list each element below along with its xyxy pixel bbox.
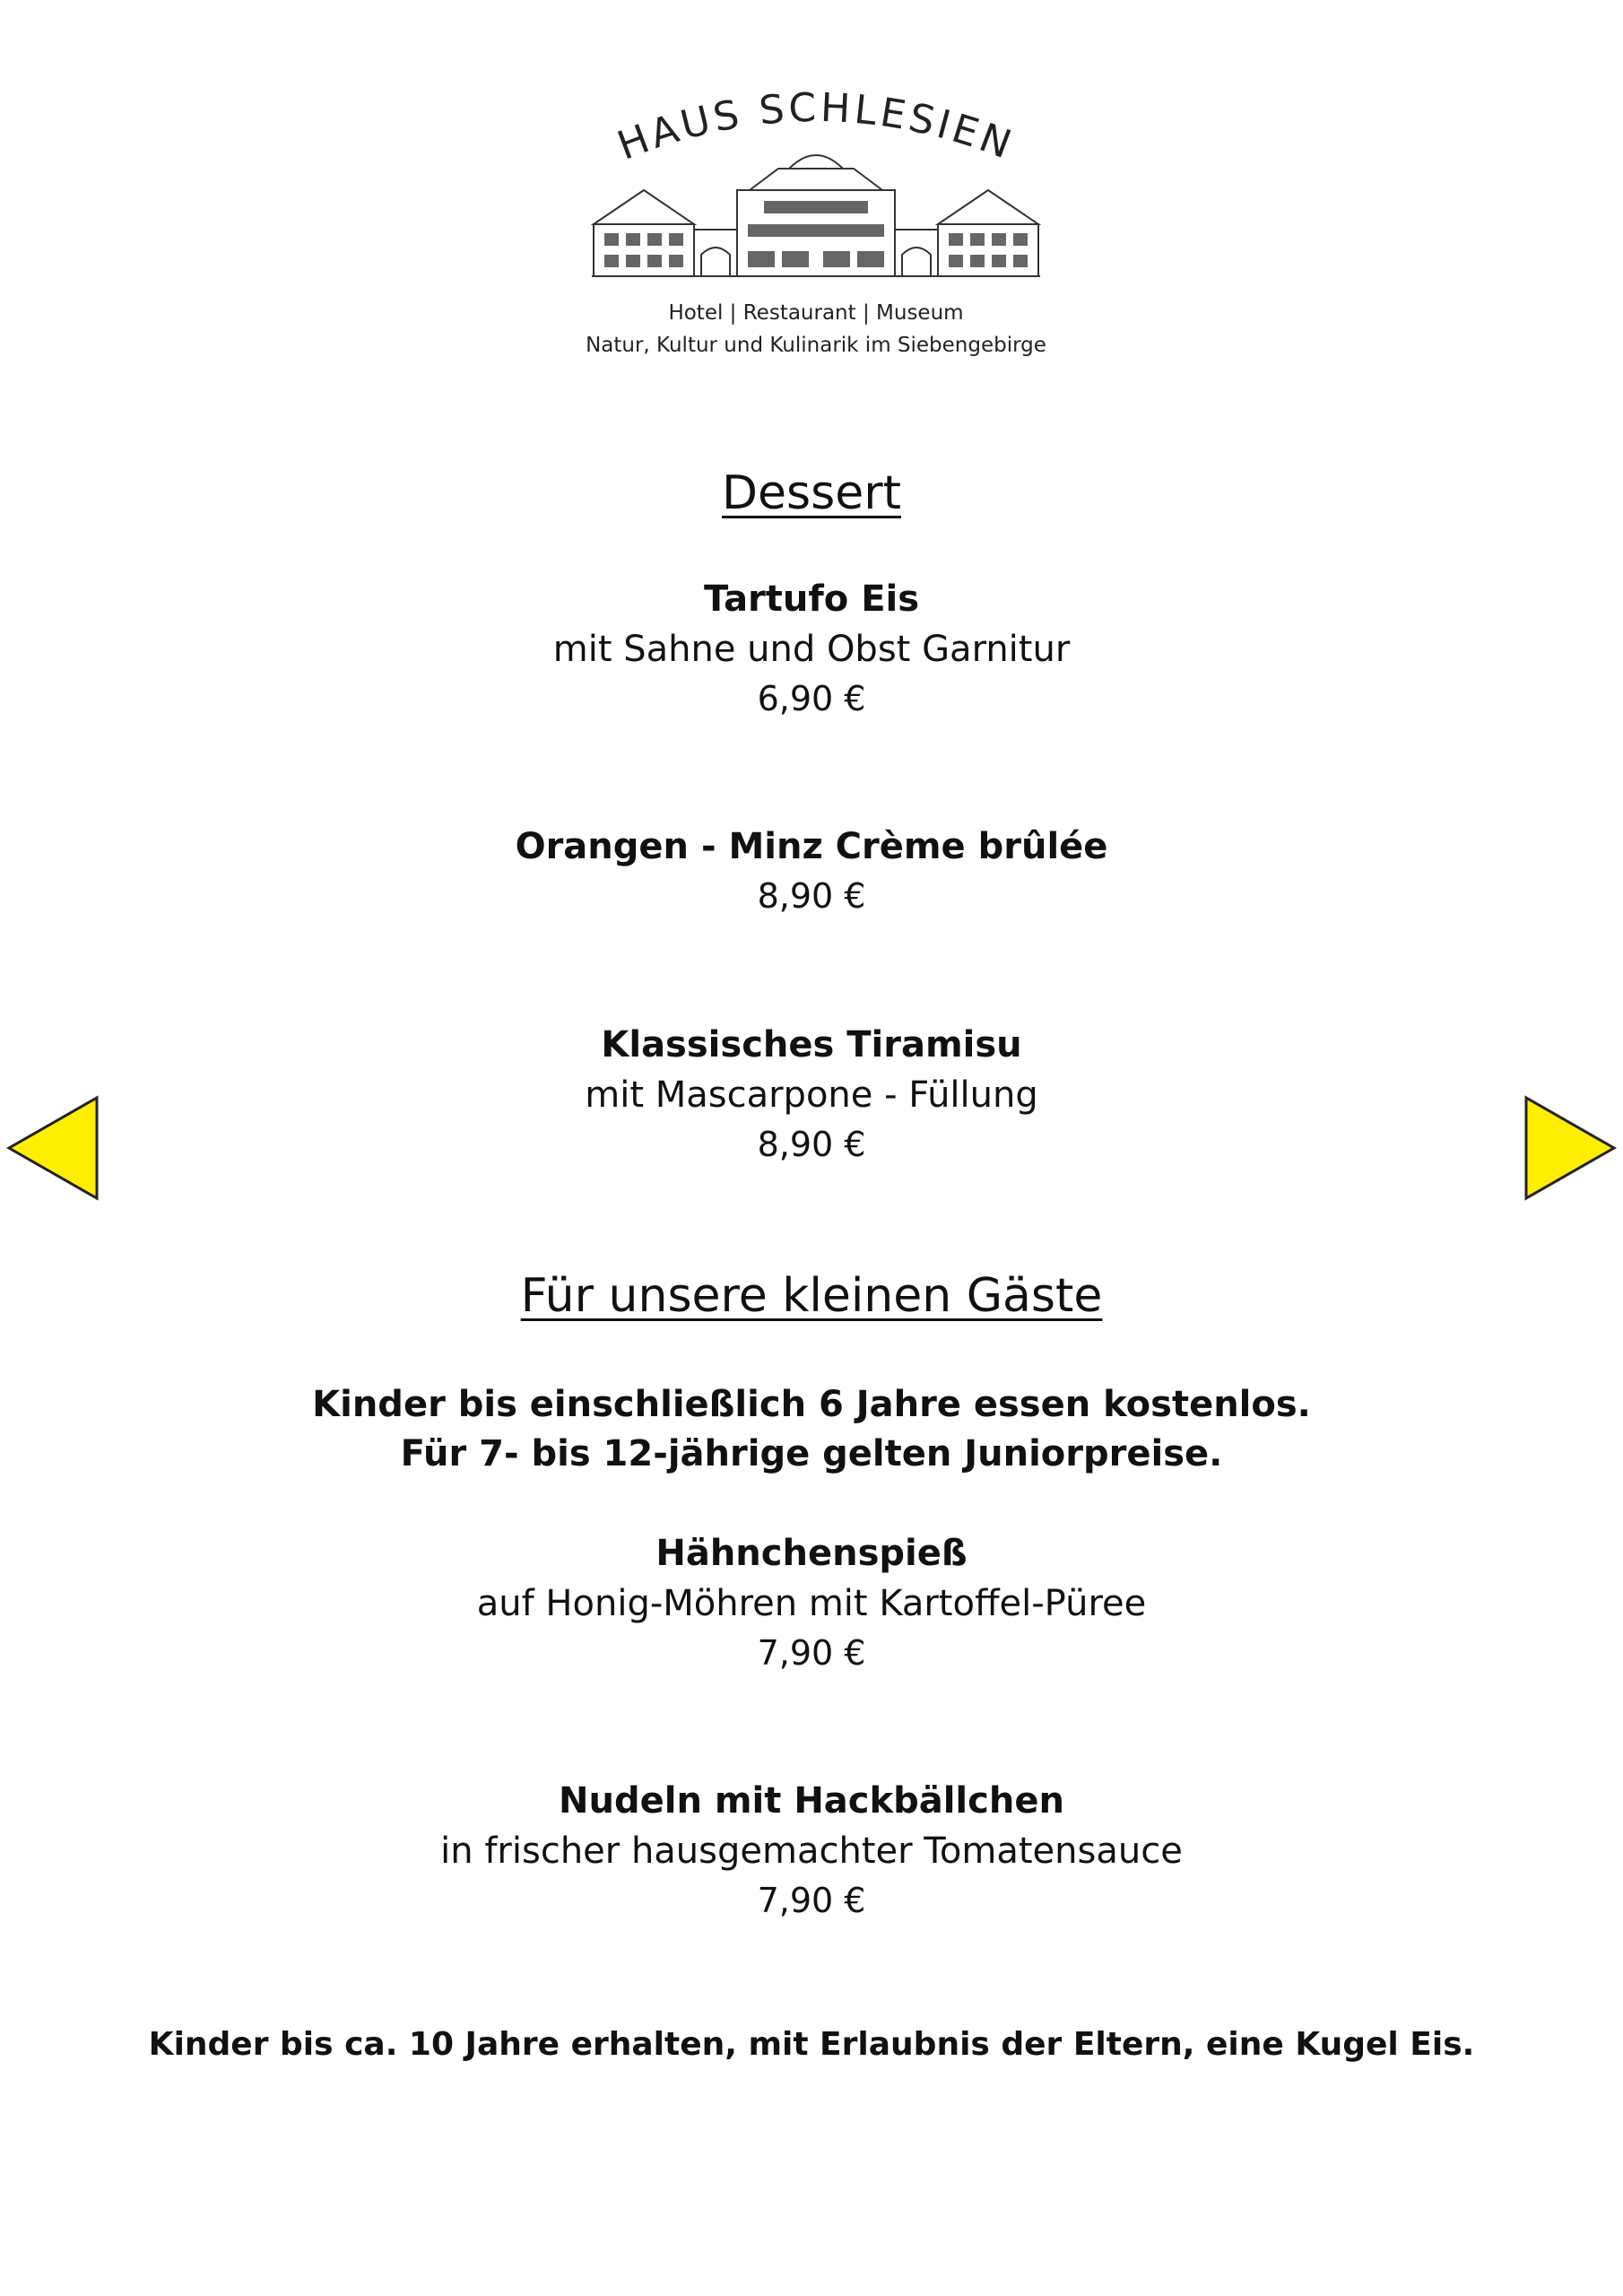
previous-page-button[interactable] [4,1094,102,1202]
kids-item-name: Hähnchenspieß [655,1533,968,1574]
dessert-item-price: 8,90 € [757,876,866,916]
brand-logo [574,90,1058,377]
dessert-item-name: Klassisches Tiramisu [601,1024,1022,1065]
house-illustration [574,90,1058,296]
dessert-item-description: mit Mascarpone - Füllung [585,1074,1038,1116]
kids-item-price: 7,90 € [757,1881,866,1920]
kids-heading: Für unsere kleinen Gäste [520,1269,1103,1323]
dessert-item-name: Orangen - Minz Crème brûlée [515,826,1108,867]
kids-item-description: in frischer hausgemachter Tomatensauce [440,1831,1183,1872]
kids-note-line2: Für 7- bis 12-jährige gelten Juniorpreise. [400,1433,1223,1474]
dessert-item-price: 6,90 € [757,679,866,718]
dessert-item-name: Tartufo Eis [703,578,920,620]
kids-item-description: auf Honig-Möhren mit Kartoffel-Püree [476,1583,1147,1624]
next-page-button[interactable] [1521,1094,1619,1202]
svg-text:HAUS SCHLESIEN [612,90,1020,170]
brand-tagline: Hotel | Restaurant | Museum [668,301,964,325]
dessert-heading: Dessert [722,466,901,520]
kids-item-price: 7,90 € [757,1633,866,1673]
triangle-left-icon [4,1094,102,1202]
dessert-item-price: 8,90 € [757,1125,866,1164]
kids-item-name: Nudeln mit Hackbällchen [559,1780,1064,1822]
brand-name: HAUS SCHLESIEN [612,90,1020,170]
kids-note-line1: Kinder bis einschließlich 6 Jahre essen kostenlos. [312,1384,1311,1425]
brand-subtitle: Natur, Kultur und Kulinarik im Siebengebirge [586,334,1046,357]
dessert-item-description: mit Sahne und Obst Garnitur [552,629,1071,670]
kids-footer-note: Kinder bis ca. 10 Jahre erhalten, mit Erlaubnis der Eltern, eine Kugel Eis. [148,2026,1475,2063]
triangle-right-icon [1521,1094,1619,1202]
